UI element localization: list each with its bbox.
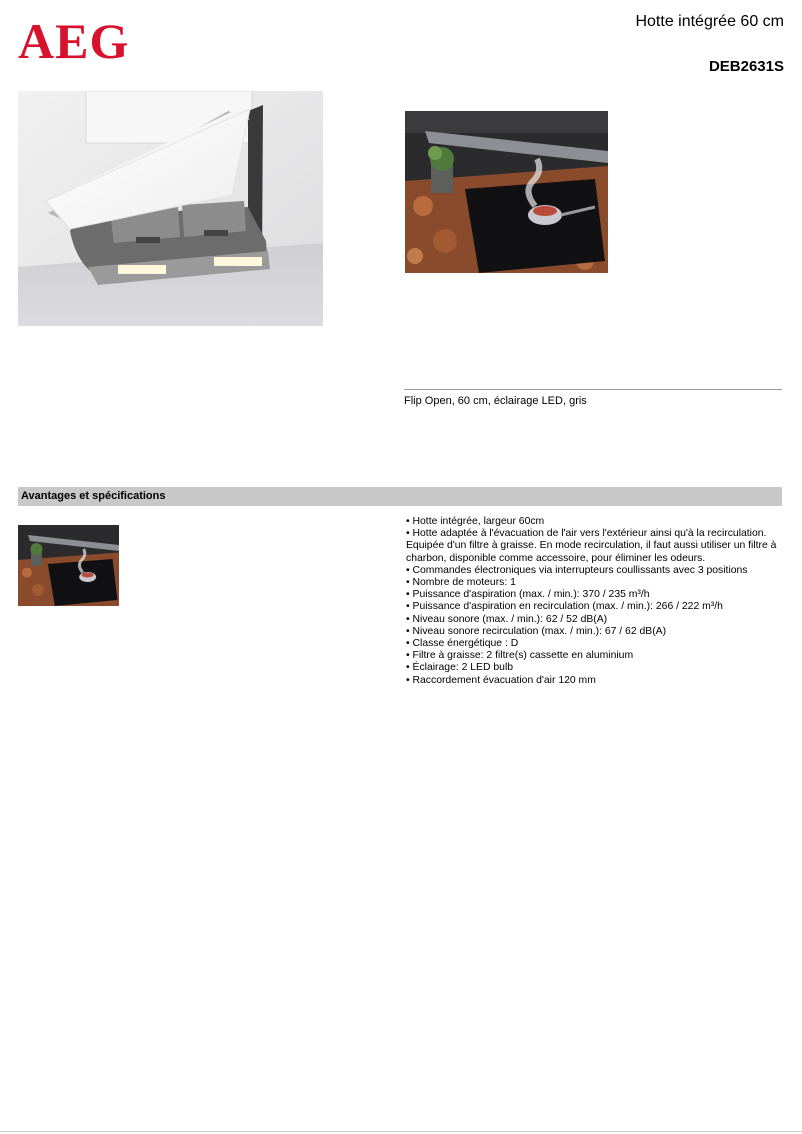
section-header-specifications: Avantages et spécifications xyxy=(18,487,782,506)
short-description: Flip Open, 60 cm, éclairage LED, gris xyxy=(404,395,587,407)
spec-item: • Niveau sonore (max. / min.): 62 / 52 dB(A) xyxy=(406,613,608,625)
divider xyxy=(404,389,782,390)
spec-item: • Puissance d'aspiration (max. / min.): 370 / 235 m³/h xyxy=(406,589,650,601)
spec-item: • Hotte intégrée, largeur 60cm xyxy=(406,516,545,527)
product-photo-hood xyxy=(18,91,323,326)
brand-logo: AEG xyxy=(18,13,130,69)
spec-item: • Hotte adaptée à l'évacuation de l'air vers l'extérieur ainsi qu'à la recirculation. Equipée d'un filtre à graisse. En mode recirculation, il faut aussi utiliser un filtre à charbon, disponible comme accessoire, pour éliminer les odeurs. xyxy=(406,528,777,564)
spec-item: • Raccordement évacuation d'air 120 mm xyxy=(406,674,596,686)
lifestyle-photo-kitchen xyxy=(405,111,608,273)
spec-item: • Puissance d'aspiration en recirculation (max. / min.): 266 / 222 m³/h xyxy=(406,601,723,613)
thumbnail-photo-kitchen xyxy=(18,525,119,606)
spec-item: • Nombre de moteurs: 1 xyxy=(406,577,516,589)
spec-item: • Classe énergétique : D xyxy=(406,638,519,650)
product-title: Hotte intégrée 60 cm xyxy=(635,13,784,30)
spec-item: • Niveau sonore recirculation (max. / min.): 67 / 62 dB(A) xyxy=(406,625,667,637)
page-bottom-border xyxy=(0,1131,802,1132)
model-number: DEB2631S xyxy=(708,58,784,75)
spec-item: • Commandes électroniques via interrupteurs coullissants avec 3 positions xyxy=(406,564,748,576)
spec-item: • Éclairage: 2 LED bulb xyxy=(406,662,514,674)
specifications-list xyxy=(406,516,786,687)
spec-item: • Filtre à graisse: 2 filtre(s) cassette en aluminium xyxy=(406,650,634,662)
